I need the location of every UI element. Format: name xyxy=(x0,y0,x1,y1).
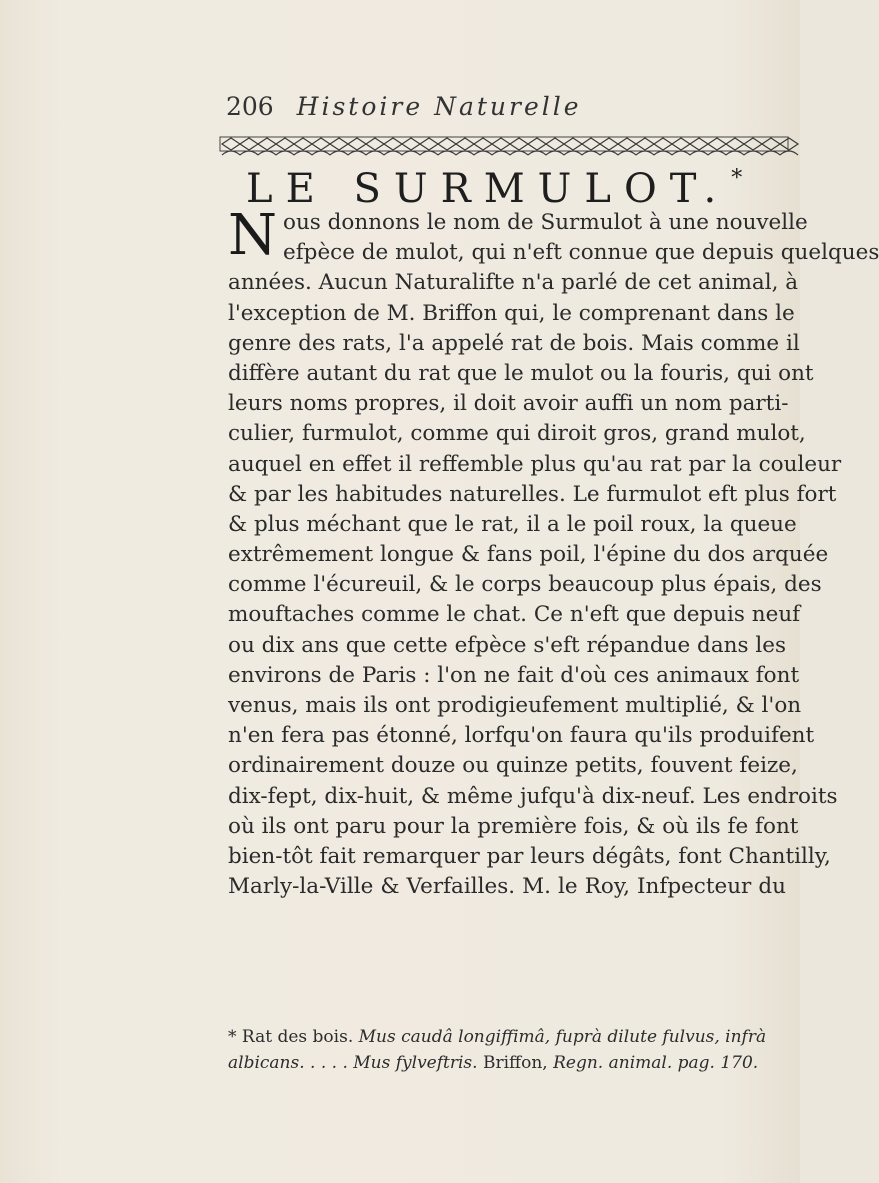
footnote-latin: Mus caudâ longiffimâ, fuprà dilute fulvus, infrà xyxy=(358,1027,767,1047)
body-line: & plus méchant que le rat, il a le poil roux, la queue xyxy=(228,511,797,537)
body-line: n'en fera pas étonné, lorfqu'on faura qu'ils produifent xyxy=(228,723,815,749)
body-line: ordinairement douze ou quinze petits, fouvent feize, xyxy=(228,753,798,779)
page-number: 206 xyxy=(226,92,274,121)
footnote-line-2 xyxy=(228,1050,788,1076)
body-line: ous donnons le nom de Surmulot à une nouvelle xyxy=(283,210,808,235)
body-line: & par les habitudes naturelles. Le furmulot eft plus fort xyxy=(228,481,837,507)
body-line: années. Aucun Naturalifte n'a parlé de cet animal, à xyxy=(228,270,799,296)
footnote-latin-2: albicans. . . . . Mus fylveftris. xyxy=(228,1053,478,1073)
body-line: auquel en effet il reffemble plus qu'au rat par la couleur xyxy=(228,451,842,477)
body-line: diffère autant du rat que le mulot ou la fouris, qui ont xyxy=(228,360,814,386)
footnote xyxy=(228,1024,788,1076)
body-lines xyxy=(228,203,879,902)
body-line: comme l'écureuil, & le corps beaucoup plus épais, des xyxy=(228,572,822,598)
body-line: leurs noms propres, il doit avoir auffi un nom parti- xyxy=(228,391,789,417)
footnote-ref: Briffon, xyxy=(482,1053,548,1073)
body-line: genre des rats, l'a appelé rat de bois. Mais comme il xyxy=(228,330,800,356)
chapter-title-text: LE SURMULOT. xyxy=(246,166,730,212)
footnote-prefix: * Rat des bois. xyxy=(228,1027,354,1047)
body-line: l'exception de M. Briffon qui, le comprenant dans le xyxy=(228,300,795,326)
body-line: mouftaches comme le chat. Ce n'eft que depuis neuf xyxy=(228,602,801,628)
body-line: où ils ont paru pour la première fois, & où ils fe font xyxy=(228,813,799,839)
drop-cap: N xyxy=(228,203,277,268)
footnote-line-1 xyxy=(228,1024,788,1050)
running-head-title: Histoire Naturelle xyxy=(296,92,582,121)
body-text xyxy=(228,203,879,902)
body-line: Marly-la-Ville & Verfailles. M. le Roy, Infpecteur du xyxy=(228,874,786,900)
ornamental-band xyxy=(220,133,788,159)
footnote-ref-italic: Regn. animal. pag. 170. xyxy=(553,1053,759,1073)
body-line: ou dix ans que cette efpèce s'eft répandue dans les xyxy=(228,632,786,658)
body-line: dix-fept, dix-huit, & même jufqu'à dix-neuf. Les endroits xyxy=(228,783,838,809)
body-line: venus, mais ils ont prodigieufement multiplié, & l'on xyxy=(228,693,802,718)
body-line: environs de Paris : l'on ne fait d'où ces animaux font xyxy=(228,662,800,688)
body-line: culier, furmulot, comme qui diroit gros, grand mulot, xyxy=(228,421,806,447)
body-line: bien-tôt fait remarquer par leurs dégâts, font Chantilly, xyxy=(228,843,831,869)
chapter-title xyxy=(246,166,786,210)
body-line: efpèce de mulot, qui n'eft connue que depuis quelques xyxy=(283,240,879,266)
running-head xyxy=(226,92,686,128)
footnote-mark: * xyxy=(731,166,743,191)
body-line: extrêmement longue & fans poil, l'épine du dos arquée xyxy=(228,542,829,568)
